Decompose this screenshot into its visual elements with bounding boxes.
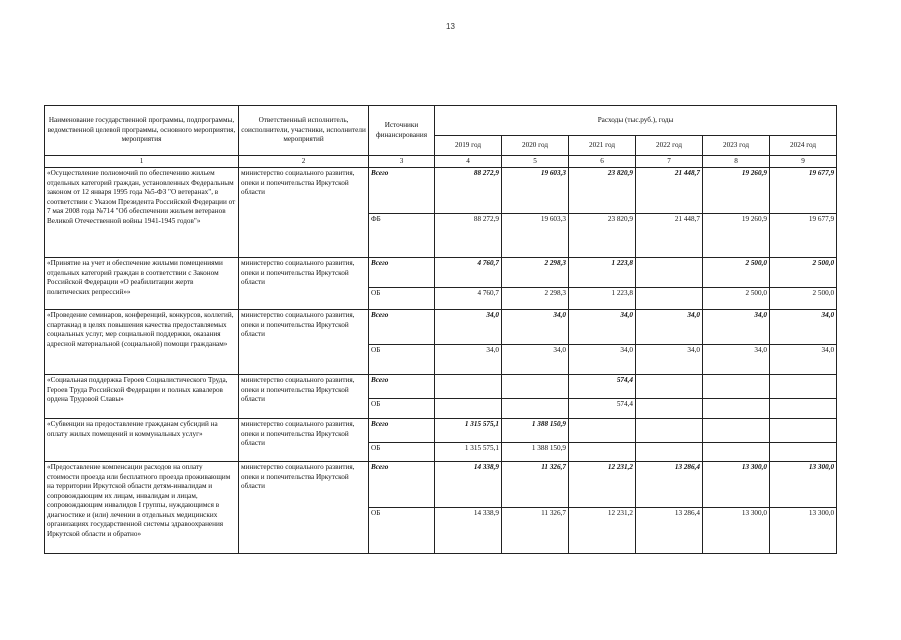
budget-value: 13 300,0 xyxy=(703,508,770,554)
budget-value: 34,0 xyxy=(569,345,636,375)
column-number: 6 xyxy=(569,156,636,168)
total-value: 19 260,9 xyxy=(703,168,770,214)
column-number: 4 xyxy=(435,156,502,168)
budget-value: 19 260,9 xyxy=(703,214,770,258)
header-year: 2022 год xyxy=(636,136,703,156)
total-value xyxy=(636,375,703,399)
header-expenses: Расходы (тыс.руб.), годы xyxy=(435,106,837,136)
budget-value: 574,4 xyxy=(569,399,636,419)
total-value: 2 298,3 xyxy=(502,258,569,288)
table-row xyxy=(45,419,837,443)
header-year: 2023 год xyxy=(703,136,770,156)
total-value: 34,0 xyxy=(636,310,703,345)
source-total: Всего xyxy=(369,258,435,288)
budget-value: 1 315 575,1 xyxy=(435,443,502,462)
budget-value: 23 820,9 xyxy=(569,214,636,258)
total-value: 2 500,0 xyxy=(703,258,770,288)
budget-value: 19 677,9 xyxy=(770,214,837,258)
budget-value: 34,0 xyxy=(502,345,569,375)
total-value: 1 388 150,9 xyxy=(502,419,569,443)
budget-value xyxy=(770,399,837,419)
header-year: 2020 год xyxy=(502,136,569,156)
budget-value: 21 448,7 xyxy=(636,214,703,258)
total-value xyxy=(502,375,569,399)
source-total: Всего xyxy=(369,419,435,443)
page-number: 13 xyxy=(446,22,455,31)
table-row xyxy=(45,310,837,345)
budget-value xyxy=(636,399,703,419)
measure-name: «Принятие на учет и обеспечение жилыми помещениями отдельных категорий граждан в соответствии с Законом Российской Федерации «О реабилитации жертв политических репрессий»» xyxy=(45,258,239,310)
measure-executor: министерство социального развития, опеки и попечительства Иркутской области xyxy=(239,168,369,258)
source-budget: ФБ xyxy=(369,214,435,258)
total-value: 13 300,0 xyxy=(770,462,837,508)
budget-value xyxy=(636,443,703,462)
column-number: 2 xyxy=(239,156,369,168)
header-executor: Ответственный исполнитель, соисполнители, участники, исполнители мероприятий xyxy=(239,106,369,156)
total-value: 88 272,9 xyxy=(435,168,502,214)
total-value: 574,4 xyxy=(569,375,636,399)
budget-value: 2 500,0 xyxy=(703,288,770,310)
table-row xyxy=(45,375,837,399)
header-name: Наименование государственной программы, подпрограммы, ведомственной целевой программы, основного мероприятия, мероприятия xyxy=(45,106,239,156)
total-value: 34,0 xyxy=(435,310,502,345)
total-value: 4 760,7 xyxy=(435,258,502,288)
total-value: 34,0 xyxy=(502,310,569,345)
total-value: 11 326,7 xyxy=(502,462,569,508)
header-source: Источники финансирования xyxy=(369,106,435,156)
source-total: Всего xyxy=(369,168,435,214)
measure-name: «Проведение семинаров, конференций, конкурсов, коллегий, спартакиад в целях повышения качества предоставляемых социальных услуг, мер социальной поддержки, оказания адресной материальной (социальной) помощи гражданам» xyxy=(45,310,239,375)
total-value: 2 500,0 xyxy=(770,258,837,288)
column-number: 5 xyxy=(502,156,569,168)
budget-value xyxy=(502,399,569,419)
total-value: 23 820,9 xyxy=(569,168,636,214)
measure-executor: министерство социального развития, опеки и попечительства Иркутской области xyxy=(239,258,369,310)
measure-name: «Субвенции на предоставление гражданам субсидий на оплату жилых помещений и коммунальных услуг» xyxy=(45,419,239,462)
header-year: 2024 год xyxy=(770,136,837,156)
budget-value xyxy=(569,443,636,462)
table-row xyxy=(45,462,837,508)
source-total: Всего xyxy=(369,462,435,508)
table-row xyxy=(45,168,837,214)
budget-value: 19 603,3 xyxy=(502,214,569,258)
total-value xyxy=(770,375,837,399)
total-value: 14 338,9 xyxy=(435,462,502,508)
source-budget: ОБ xyxy=(369,288,435,310)
budget-value: 1 388 150,9 xyxy=(502,443,569,462)
budget-value: 2 500,0 xyxy=(770,288,837,310)
budget-value: 88 272,9 xyxy=(435,214,502,258)
source-budget: ОБ xyxy=(369,345,435,375)
column-number: 8 xyxy=(703,156,770,168)
total-value xyxy=(770,419,837,443)
total-value: 13 300,0 xyxy=(703,462,770,508)
budget-value: 34,0 xyxy=(770,345,837,375)
budget-value: 34,0 xyxy=(636,345,703,375)
measure-executor: министерство социального развития, опеки и попечительства Иркутской области xyxy=(239,419,369,462)
total-value: 34,0 xyxy=(703,310,770,345)
column-number: 3 xyxy=(369,156,435,168)
budget-value: 1 223,8 xyxy=(569,288,636,310)
total-value xyxy=(636,419,703,443)
measure-name: «Предоставление компенсации расходов на оплату стоимости проезда или бесплатного проезда проживающим на территории Иркутской области детям-инвалидам и сопровождающим их лицам, инвалидам и лицам, сопровождающим инвалидов I группы, нуждающимся в диагностике и (или) лечении в отдельных медицинских организациях государственной системы здравоохранения Иркутской области и обратно» xyxy=(45,462,239,554)
budget-value: 13 286,4 xyxy=(636,508,703,554)
total-value xyxy=(569,419,636,443)
column-number: 7 xyxy=(636,156,703,168)
budget-value: 13 300,0 xyxy=(770,508,837,554)
column-number: 1 xyxy=(45,156,239,168)
total-value xyxy=(435,375,502,399)
total-value xyxy=(636,258,703,288)
budget-value: 4 760,7 xyxy=(435,288,502,310)
budget-value xyxy=(703,399,770,419)
total-value xyxy=(703,419,770,443)
total-value xyxy=(703,375,770,399)
total-value: 1 315 575,1 xyxy=(435,419,502,443)
column-number: 9 xyxy=(770,156,837,168)
total-value: 34,0 xyxy=(770,310,837,345)
total-value: 12 231,2 xyxy=(569,462,636,508)
total-value: 21 448,7 xyxy=(636,168,703,214)
budget-value xyxy=(636,288,703,310)
total-value: 19 677,9 xyxy=(770,168,837,214)
budget-table xyxy=(44,105,837,554)
source-total: Всего xyxy=(369,310,435,345)
table-row xyxy=(45,258,837,288)
measure-executor: министерство социального развития, опеки и попечительства Иркутской области xyxy=(239,375,369,419)
budget-value: 34,0 xyxy=(703,345,770,375)
budget-value: 14 338,9 xyxy=(435,508,502,554)
total-value: 34,0 xyxy=(569,310,636,345)
header-year: 2021 год xyxy=(569,136,636,156)
budget-value: 2 298,3 xyxy=(502,288,569,310)
budget-value: 34,0 xyxy=(435,345,502,375)
source-budget: ОБ xyxy=(369,443,435,462)
budget-value xyxy=(435,399,502,419)
total-value: 13 286,4 xyxy=(636,462,703,508)
budget-value xyxy=(703,443,770,462)
source-budget: ОБ xyxy=(369,399,435,419)
total-value: 19 603,3 xyxy=(502,168,569,214)
total-value: 1 223,8 xyxy=(569,258,636,288)
budget-value: 11 326,7 xyxy=(502,508,569,554)
header-year: 2019 год xyxy=(435,136,502,156)
measure-executor: министерство социального развития, опеки и попечительства Иркутской области xyxy=(239,462,369,554)
measure-name: «Осуществление полномочий по обеспечению жильем отдельных категорий граждан, установленных Федеральным законом от 12 января 1995 года №5-ФЗ "О ветеранах", в соответствии с Указом Президента Российской Федерации от 7 мая 2008 года №714 "Об обеспечении жильем ветеранов Великой Отечественной войны 1941-1945 годов"» xyxy=(45,168,239,258)
source-budget: ОБ xyxy=(369,508,435,554)
measure-name: «Социальная поддержка Героев Социалистического Труда, Героев Труда Российской Федерации и полных кавалеров ордена Трудовой Славы» xyxy=(45,375,239,419)
source-total: Всего xyxy=(369,375,435,399)
measure-executor: министерство социального развития, опеки и попечительства Иркутской области xyxy=(239,310,369,375)
table-body xyxy=(45,168,837,554)
budget-value xyxy=(770,443,837,462)
budget-value: 12 231,2 xyxy=(569,508,636,554)
